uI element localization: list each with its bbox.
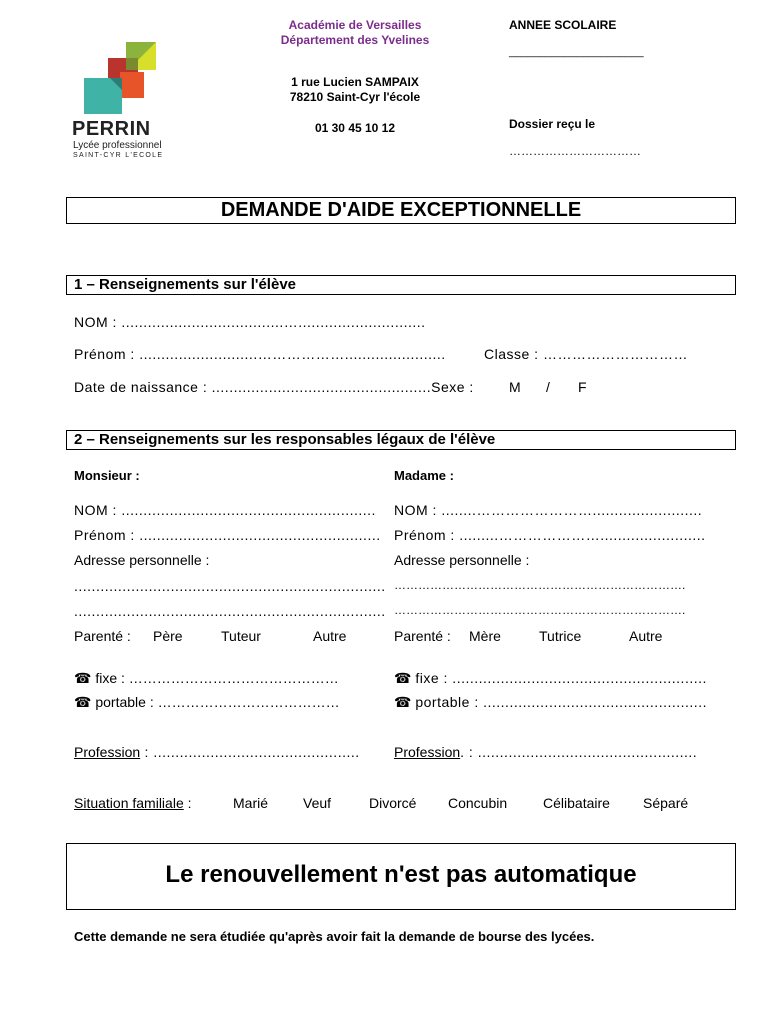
- logo-line1: Lycée professionnel: [73, 140, 162, 151]
- madame-adresse-line2[interactable]: ……………………………………………………………….: [394, 603, 686, 617]
- situation-option-celibataire[interactable]: Célibataire: [543, 795, 610, 811]
- sexe-option-f[interactable]: F: [578, 379, 587, 395]
- madame-parente-mere[interactable]: Mère: [469, 628, 501, 644]
- madame-fixe-field[interactable]: fixe : ..........................................................: [415, 670, 707, 686]
- madame-nom-field[interactable]: NOM : ........…………………….........................: [394, 502, 703, 518]
- phone-icon: ☎: [394, 694, 412, 710]
- monsieur-parente-autre[interactable]: Autre: [313, 628, 347, 644]
- situation-option-concubin[interactable]: Concubin: [448, 795, 508, 811]
- monsieur-nom-field[interactable]: NOM : ..........................................................: [74, 502, 376, 518]
- monsieur-profession-row[interactable]: [74, 744, 360, 760]
- madame-adresse-label: Adresse personnelle :: [394, 552, 530, 568]
- madame-label: Madame :: [394, 468, 454, 483]
- annee-scolaire-label: ANNEE SCOLAIRE: [509, 18, 617, 32]
- monsieur-label: Monsieur :: [74, 468, 140, 483]
- departement: Département des Yvelines: [280, 33, 430, 47]
- page-title: DEMANDE D'AIDE EXCEPTIONNELLE: [220, 199, 582, 221]
- madame-parente-autre[interactable]: Autre: [629, 628, 663, 644]
- monsieur-profession-label: Profession: [74, 744, 141, 760]
- eleve-prenom-field[interactable]: Prénom : ...........................……………….......................: [74, 346, 446, 362]
- monsieur-fixe-field[interactable]: fixe : ………………………………………: [95, 670, 339, 686]
- dossier-recu-field[interactable]: ……………………………: [509, 144, 641, 158]
- madame-portable-field[interactable]: portable : ...................................................: [415, 694, 707, 710]
- eleve-naissance-field[interactable]: Date de naissance : ..................................................Sexe :: [74, 379, 474, 395]
- notice-text: Le renouvellement n'est pas automatique: [165, 861, 637, 888]
- sexe-option-m[interactable]: M: [509, 379, 521, 395]
- monsieur-adresse-line2[interactable]: .......................................................................: [74, 603, 386, 619]
- madame-portable-row[interactable]: [394, 694, 707, 711]
- situation-option-separe[interactable]: Séparé: [643, 795, 689, 811]
- madame-parente-label: Parenté :: [394, 628, 451, 644]
- dossier-recu-label: Dossier reçu le: [509, 117, 596, 131]
- situation-familiale-row: [74, 795, 192, 811]
- situation-colon: :: [183, 795, 192, 811]
- situation-option-divorce[interactable]: Divorcé: [369, 795, 417, 811]
- footer-note: Cette demande ne sera étudiée qu'après avoir fait la demande de bourse des lycées.: [74, 929, 595, 944]
- logo-mark: [80, 40, 160, 116]
- monsieur-adresse-line1[interactable]: .......................................................................: [74, 578, 386, 594]
- logo-name: PERRIN: [72, 118, 151, 140]
- monsieur-adresse-label: Adresse personnelle :: [74, 552, 210, 568]
- madame-adresse-line1[interactable]: ……………………………………………………………….: [394, 578, 686, 592]
- logo-line2: SAINT-CYR L'ECOLE: [73, 152, 164, 159]
- eleve-nom-field[interactable]: NOM : .....................................….............................: [74, 314, 426, 330]
- monsieur-fixe-row[interactable]: [74, 670, 339, 687]
- school-address-city: 78210 Saint-Cyr l'école: [289, 90, 421, 104]
- madame-parente-tutrice[interactable]: Tutrice: [539, 628, 582, 644]
- madame-profession-row[interactable]: [394, 744, 697, 760]
- situation-option-veuf[interactable]: Veuf: [303, 795, 332, 811]
- section2-heading: 2 – Renseignements sur les responsables légaux de l'élève: [74, 431, 496, 448]
- eleve-classe-field[interactable]: Classe : …………………………: [484, 346, 688, 362]
- school-phone: 01 30 45 10 12: [314, 121, 396, 135]
- situation-option-marie[interactable]: Marié: [233, 795, 269, 811]
- section1-heading: 1 – Renseignements sur l'élève: [74, 276, 297, 293]
- school-address-street: 1 rue Lucien SAMPAIX: [291, 75, 419, 89]
- annee-scolaire-field[interactable]: ______________________: [509, 46, 644, 58]
- monsieur-portable-row[interactable]: [74, 694, 340, 711]
- monsieur-parente-tuteur[interactable]: Tuteur: [221, 628, 261, 644]
- sexe-separator: /: [546, 379, 550, 395]
- phone-icon: ☎: [394, 670, 412, 686]
- phone-icon: ☎: [74, 694, 92, 710]
- madame-profession-field[interactable]: . : ..................................................: [460, 744, 698, 760]
- madame-fixe-row[interactable]: [394, 670, 707, 687]
- monsieur-prenom-field[interactable]: Prénom : .......................................................: [74, 527, 381, 543]
- madame-profession-label: Profession: [394, 744, 461, 760]
- monsieur-profession-field[interactable]: : ...............................................: [140, 744, 360, 760]
- phone-icon: ☎: [74, 670, 92, 686]
- madame-prenom-field[interactable]: Prénom : .........…………………........................: [394, 527, 706, 543]
- situation-label: Situation familiale: [74, 795, 184, 811]
- academie: Académie de Versailles: [288, 18, 422, 32]
- monsieur-portable-field[interactable]: portable : …………………………………: [95, 694, 340, 710]
- monsieur-parente-pere[interactable]: Père: [153, 628, 183, 644]
- monsieur-parente-label: Parenté :: [74, 628, 131, 644]
